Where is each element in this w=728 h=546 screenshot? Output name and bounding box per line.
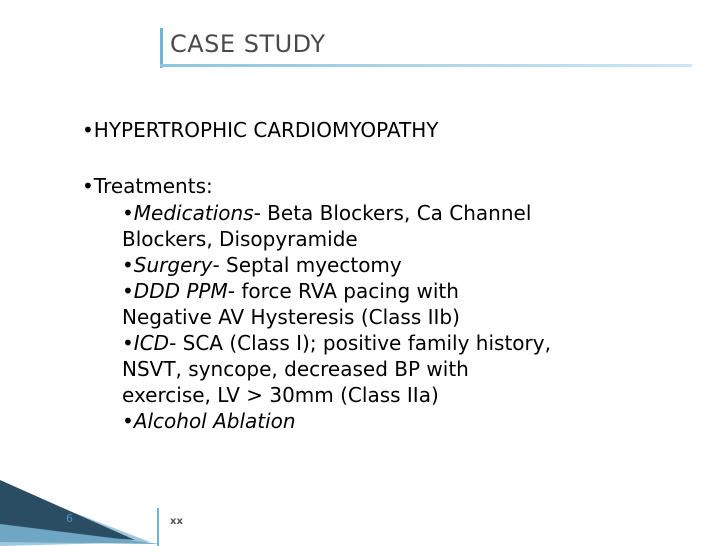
treatment-label: ICD	[133, 331, 170, 355]
bullet-marker: •	[122, 409, 134, 433]
treatment-label: Alcohol Ablation	[133, 409, 296, 433]
treatment-label: DDD PPM	[133, 279, 228, 303]
treatment-text-cont: exercise, LV > 30mm (Class IIa)	[122, 383, 439, 407]
slide-title: CASE STUDY	[170, 30, 326, 58]
treatment-sep: -	[227, 279, 242, 303]
footer-tag: xx	[170, 516, 183, 527]
treatment-text: force RVA pacing with	[241, 279, 459, 303]
bullet-marker: •	[82, 174, 94, 198]
treatment-text: Beta Blockers, Ca Channel	[267, 201, 532, 225]
bullet-marker: •	[122, 253, 134, 277]
bullet-marker: •	[122, 331, 134, 355]
treatment-text-cont: NSVT, syncope, decreased BP with	[122, 357, 469, 381]
treatment-label: Surgery	[133, 253, 213, 277]
footer-divider	[157, 508, 159, 546]
treatment-text: Septal myectomy	[226, 253, 402, 277]
bullet-marker: •	[122, 201, 134, 225]
title-underline	[160, 64, 692, 67]
treatment-item-surgery	[82, 252, 702, 278]
bullet-treatments-heading	[82, 172, 702, 200]
treatment-item-ddd-ppm	[82, 278, 702, 330]
treatment-sep: -	[253, 201, 268, 225]
treatment-text-cont: Blockers, Disopyramide	[122, 227, 358, 251]
page-number: 6	[66, 512, 73, 525]
treatment-text-cont: Negative AV Hysteresis (Class IIb)	[122, 305, 460, 329]
treatment-item-icd	[82, 330, 702, 408]
bullet-condition	[82, 116, 702, 144]
treatment-sep: -	[212, 253, 227, 277]
condition-text: HYPERTROPHIC CARDIOMYOPATHY	[93, 118, 439, 142]
treatment-item-alcohol-ablation	[82, 408, 702, 434]
treatment-label: Medications	[133, 201, 254, 225]
bullet-marker: •	[82, 118, 94, 142]
treatment-sep: -	[169, 331, 183, 355]
treatment-text: SCA (Class I); positive family history,	[182, 331, 551, 355]
bullet-marker: •	[122, 279, 134, 303]
slide-body	[82, 116, 702, 434]
footer-decoration	[0, 480, 728, 546]
treatment-item-medications	[82, 200, 702, 252]
treatments-heading-text: Treatments:	[93, 174, 213, 198]
